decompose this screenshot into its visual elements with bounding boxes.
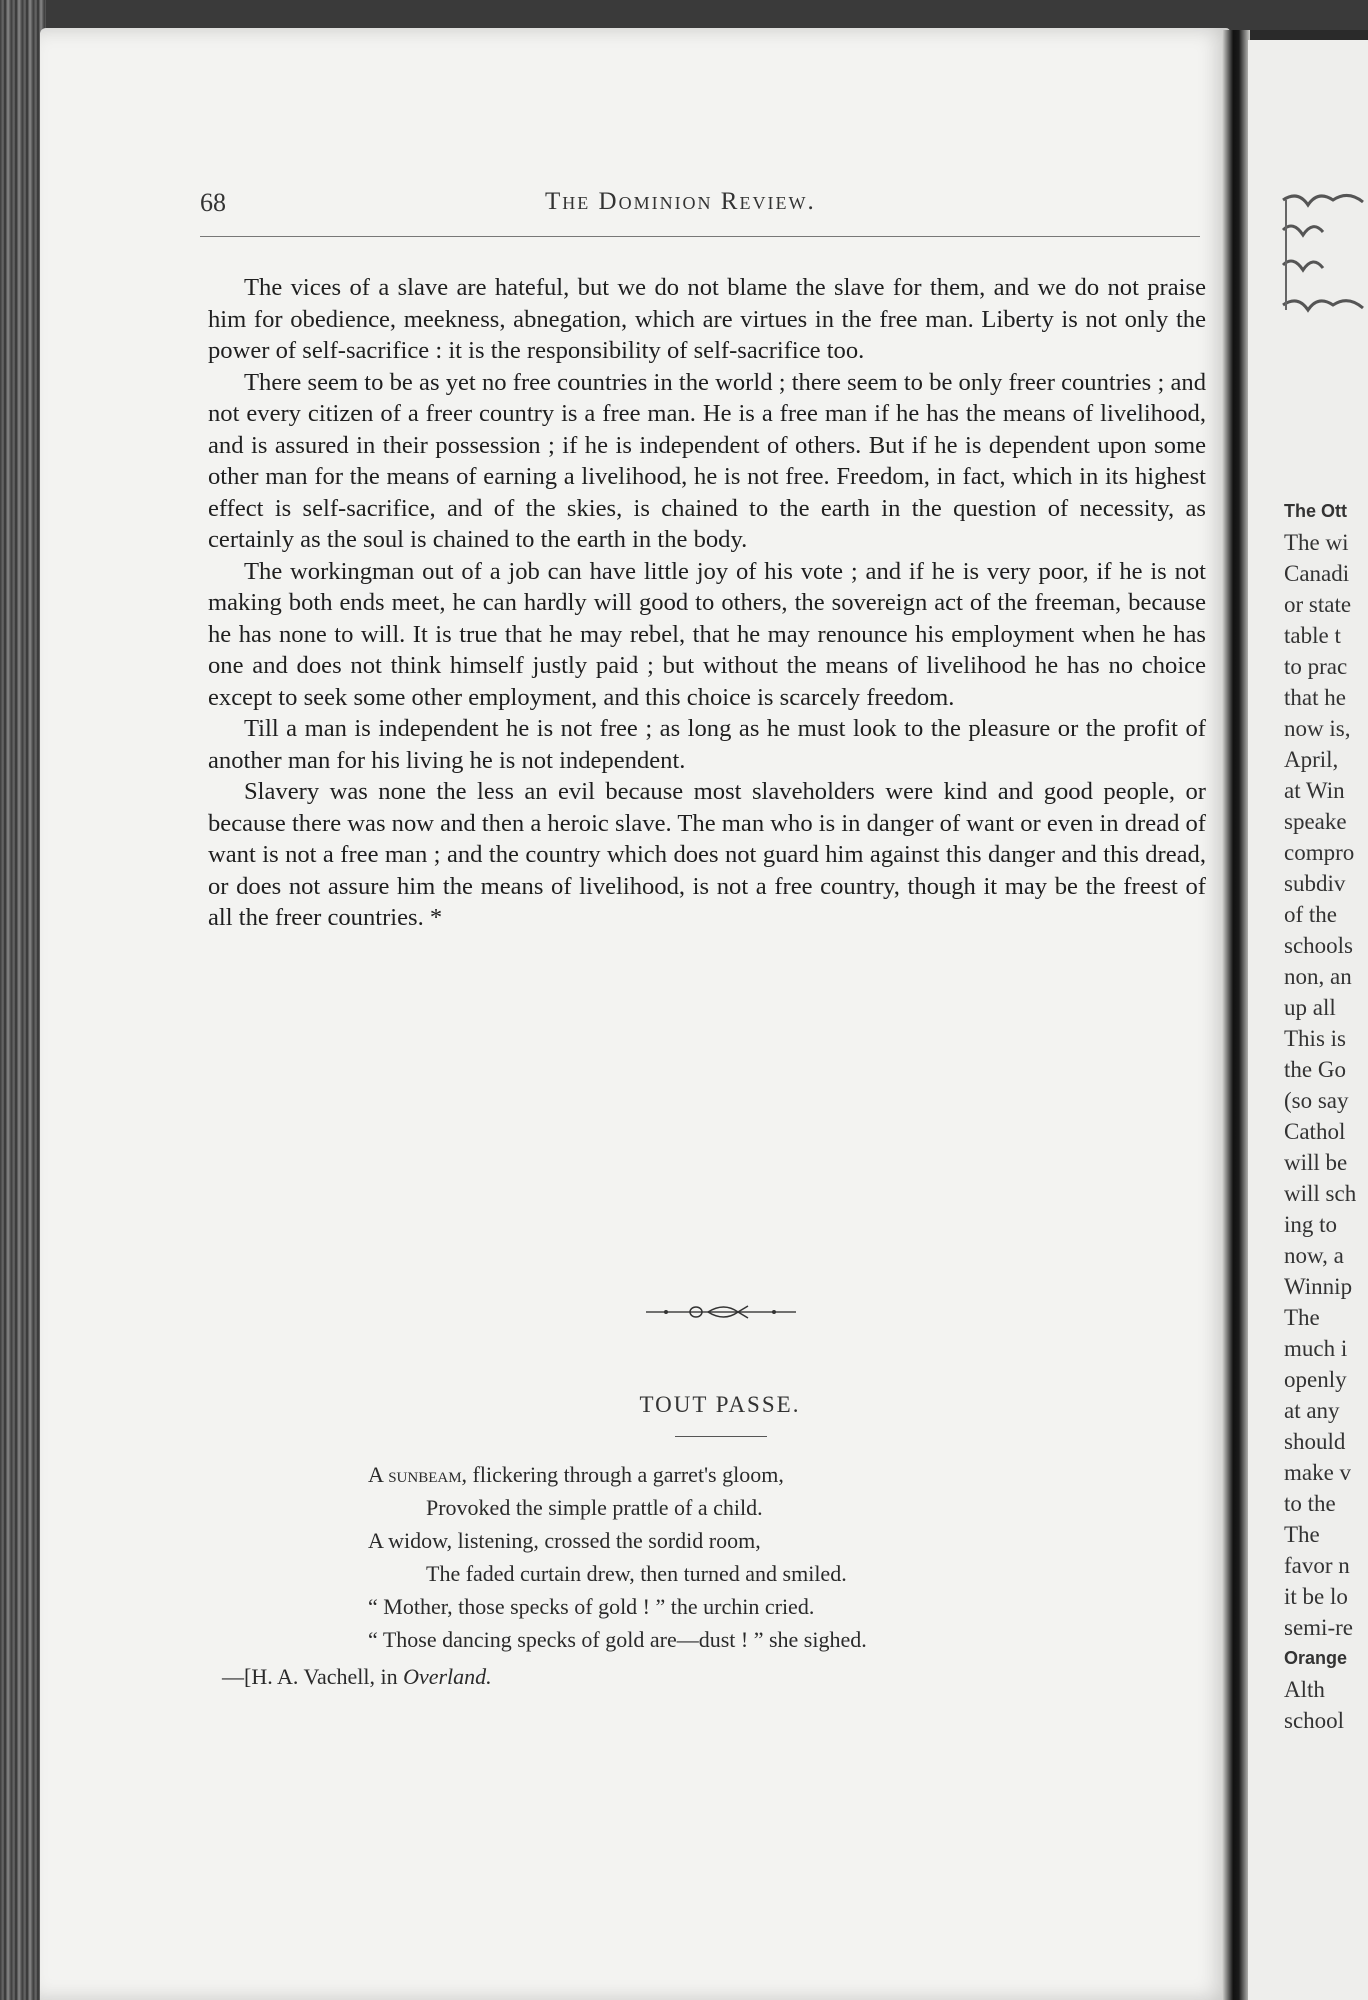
facing-line: speake [1284,809,1347,834]
facing-line: This is [1284,1026,1346,1051]
facing-line: the Go [1284,1057,1346,1082]
facing-line: favor n [1284,1553,1350,1578]
section-divider-ornament-icon [646,1300,796,1324]
facing-line: Alth [1284,1677,1325,1702]
attribution-author: —[H. A. Vachell, in [222,1664,404,1689]
facing-line: (so say [1284,1088,1349,1113]
facing-line: of the [1284,902,1338,927]
facing-line: compro [1284,840,1355,865]
facing-line: up all [1284,995,1336,1020]
facing-line: subdiv [1284,871,1346,896]
top-strip [0,0,1368,30]
poem-line: Provoked the simple prattle of a child. [426,1495,763,1520]
facing-line: openly [1284,1367,1347,1392]
poem-line: “ Mother, those specks of gold ! ” the urchin cried. [368,1594,815,1619]
poem-line [368,1458,1088,1491]
article-body [208,272,1206,934]
page-number: 68 [200,188,226,217]
paragraph: There seem to be as yet no free countries in the world ; there seem to be only freer countries ; and not every citizen of a freer country is a free man. He is a free man if he has the means of livelihood, and is assured in their possession ; if he is independent of others. But if he is dependent upon some other man for the means of earning a livelihood, he is not free. Freedom, in fact, which in its highest effect is self-sacrifice, and of the skies, is chained to the earth in the question of necessity, as certainly as the soul is chained to the earth in the body. [208,368,1206,553]
facing-line: Cathol [1284,1119,1346,1144]
poem-first-letter: A [368,1462,383,1487]
facing-line: should [1284,1429,1346,1454]
facing-page-ornament-icon [1278,190,1368,370]
poem-first-word: sunbeam, [388,1462,468,1487]
paragraph: Till a man is independent he is not free ; as long as he must look to the pleasure or the profit of another man for his living he is not independent. [208,715,1206,774]
facing-line: will sch [1284,1181,1357,1206]
facing-line: ing to [1284,1212,1338,1237]
facing-line: The [1284,1305,1320,1330]
poem [368,1458,1088,1656]
facing-line: now is, [1284,716,1351,741]
page-gutter [1222,30,1250,2000]
poem-line: “ Those dancing specks of gold are—dust ! ” she sighed. [368,1627,867,1652]
header-rule [200,236,1200,237]
facing-line: The wi [1284,530,1349,555]
paragraph: The workingman out of a job can have little joy of his vote ; and if he is very poor, if he is not making both ends meet, he can hardly will good to others, the sovereign act of the freeman, because he has none to will. It is true that he may rebel, that he may renounce his employment when he has one and does not think himself justly paid ; but without the means of livelihood he has no choice except to seek some other employment, and this choice is scarcely freedom. [208,557,1206,711]
facing-line: much i [1284,1336,1348,1361]
facing-line: The [1284,1522,1320,1547]
running-head [200,188,1080,228]
facing-line: schools [1284,933,1353,958]
facing-line: semi-re [1284,1615,1353,1640]
facing-line: will be [1284,1150,1348,1175]
facing-line: at any [1284,1398,1340,1423]
facing-page-text [1284,496,1368,1736]
facing-line: to prac [1284,654,1348,679]
poem-title: TOUT PASSE. [639,1392,801,1417]
facing-line: Canadi [1284,561,1350,586]
facing-line: now, a [1284,1243,1344,1268]
journal-title: The Dominion Review. [545,188,816,215]
facing-line: Winnip [1284,1274,1353,1299]
facing-heading: The Ott [1284,501,1347,521]
attribution-source: Overland. [403,1664,492,1689]
paragraph: Slavery was none the less an evil because most slaveholders were kind and good people, or because there was now and then a heroic slave. The man who is in danger of want or even in dread of want is not a free man ; and the country which does not guard him against this danger and this dread, or does not assure him the means of livelihood, is not a free country, though it may be the freest of all the freer countries. * [208,778,1206,931]
facing-line: April, [1284,747,1339,772]
facing-line: that he [1284,685,1346,710]
facing-line: or state [1284,592,1352,617]
facing-line: school [1284,1708,1345,1733]
poem-line: The faded curtain drew, then turned and smiled. [426,1561,847,1586]
facing-line: non, an [1284,964,1352,989]
facing-line: at Win [1284,778,1345,803]
facing-line: make v [1284,1460,1352,1485]
facing-line: to the [1284,1491,1336,1516]
poem-first-line-rest: flickering through a garret's gloom, [467,1462,784,1487]
poem-attribution [222,1664,492,1690]
poem-title-rule [675,1436,767,1437]
poem-line: A widow, listening, crossed the sordid room, [368,1528,761,1553]
facing-line: table t [1284,623,1341,648]
paragraph: The vices of a slave are hateful, but we do not blame the slave for them, and we do not praise him for obedience, meekness, abnegation, which are virtues in the free man. Liberty is not only the power of self-sacrifice : it is the responsibility of self-sacrifice too. [208,274,1206,364]
facing-heading: Orange [1284,1648,1348,1668]
facing-line: it be lo [1284,1584,1348,1609]
facing-page [1248,40,1368,2000]
